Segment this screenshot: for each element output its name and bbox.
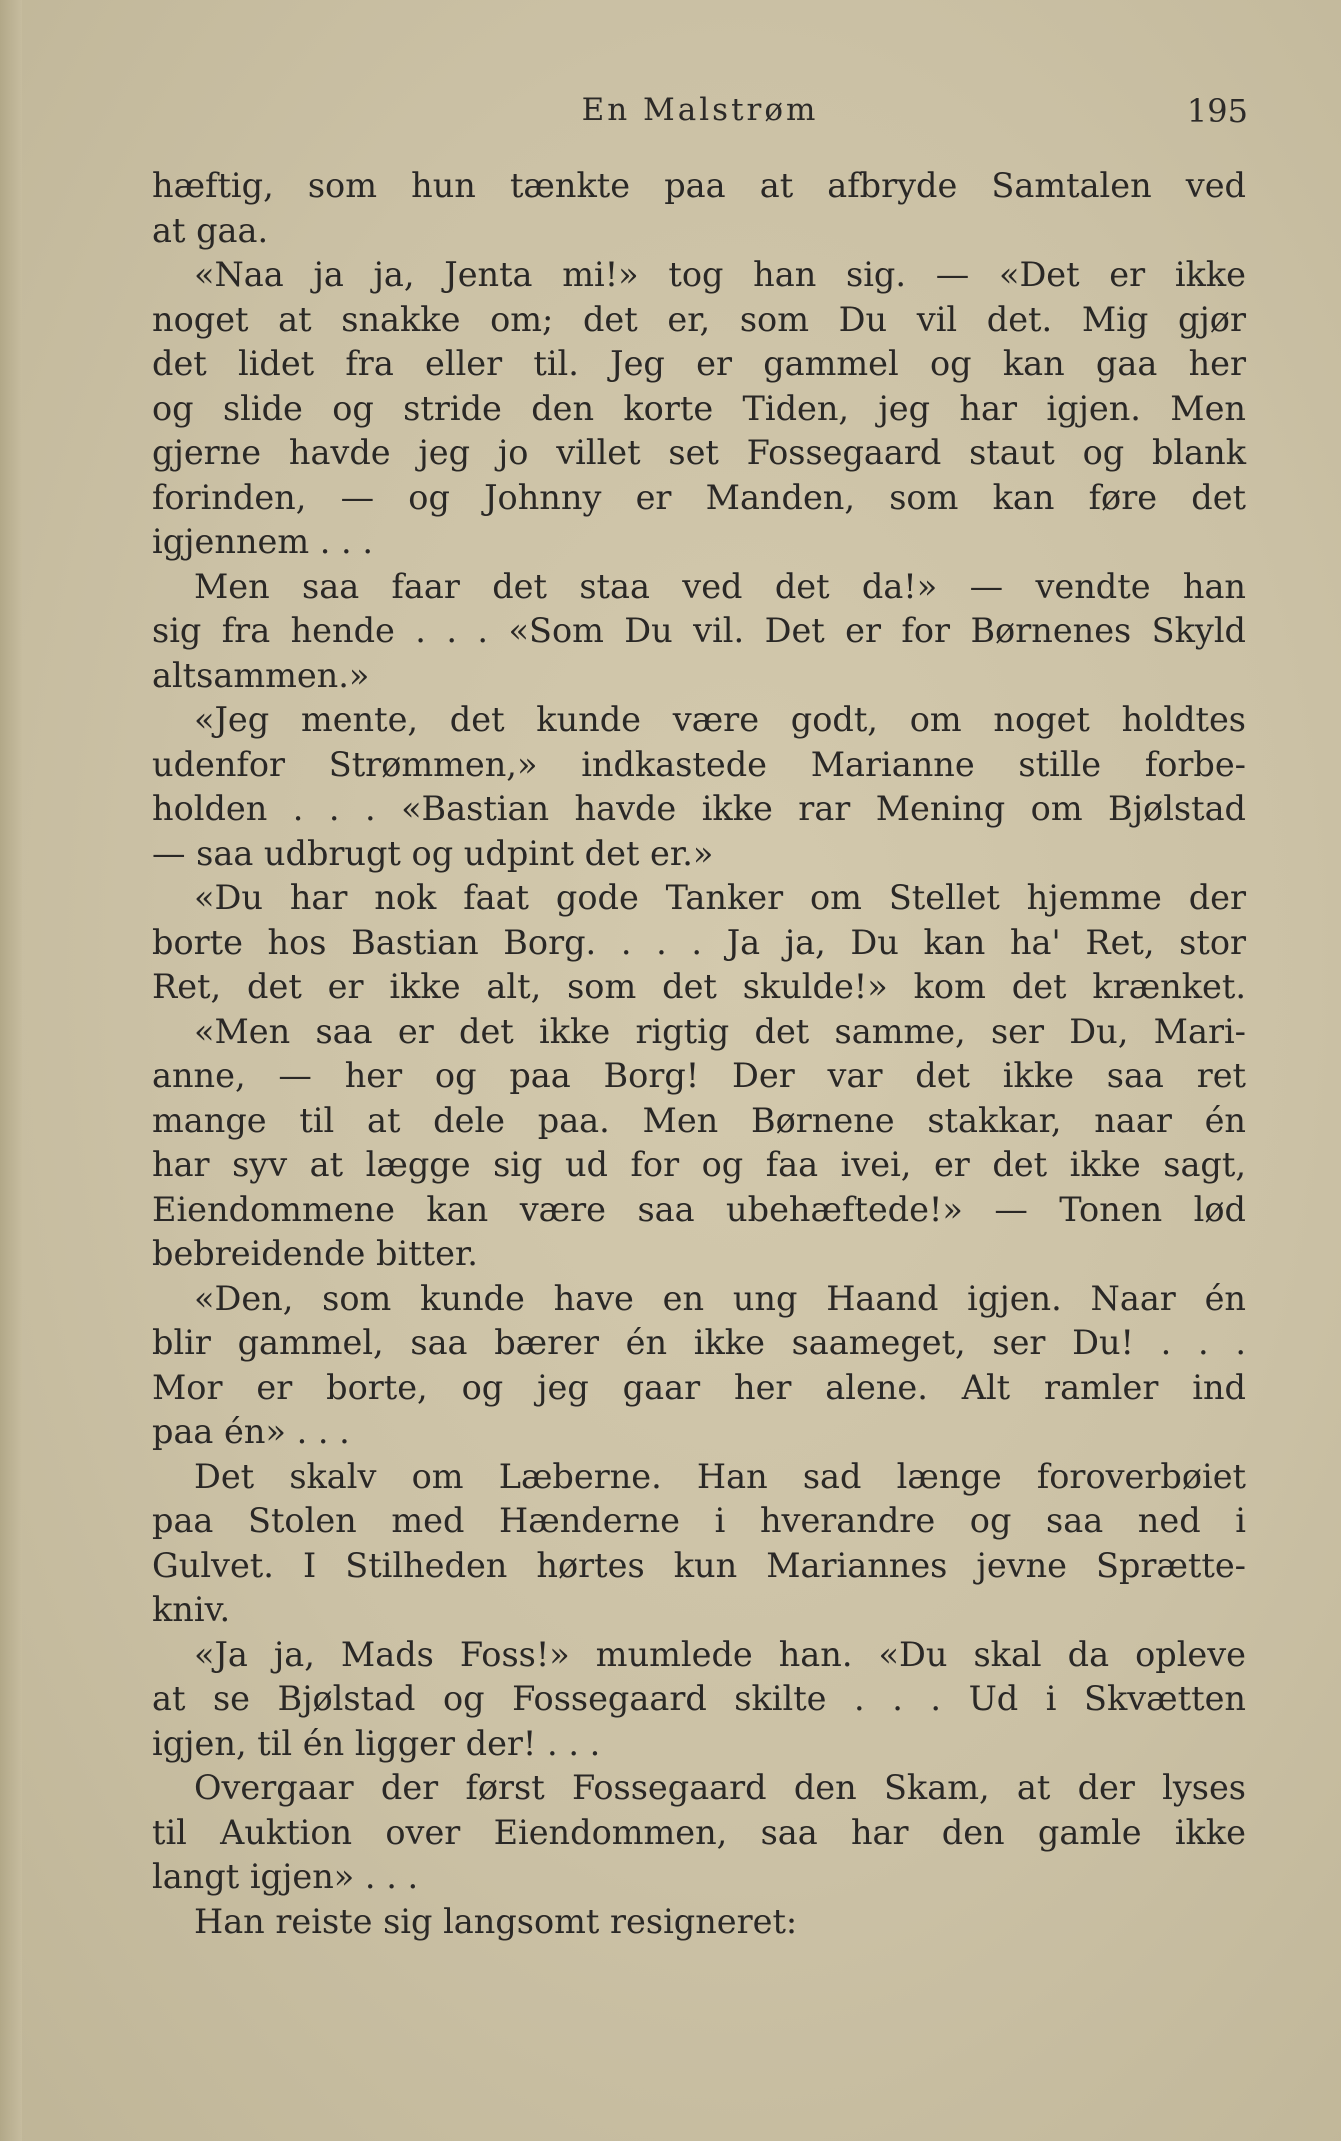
text-line: Eiendommene kan være saa ubehæftede!» — Tonen lød xyxy=(152,1189,1246,1229)
text-line: igjennem . . . xyxy=(152,522,374,561)
text-line: igjen, til én ligger der! . . . xyxy=(152,1723,601,1763)
text-line: paa Stolen med Hænderne i hverandre og saa ned i xyxy=(152,1501,1246,1540)
text-line: sig fra hende . . . «Som Du vil. Det er for Børnenes Skyld xyxy=(152,611,1246,650)
text-line: gjerne havde jeg jo villet set Fossegaard staut og blank xyxy=(152,433,1246,472)
text-line: «Den, som kunde have en ung Haand igjen. Naar én xyxy=(194,1278,1246,1318)
text-line: borte hos Bastian Borg. . . . Ja ja, Du kan ha' Ret, stor xyxy=(152,922,1246,962)
text-line: kniv. xyxy=(152,1590,231,1629)
text-line: «Men saa er det ikke rigtig det samme, ser Du, Mari- xyxy=(194,1011,1246,1051)
text-line: bebreidende bitter. xyxy=(152,1234,478,1273)
text-line: «Naa ja ja, Jenta mi!» tog han sig. — «Det er ikke xyxy=(194,255,1246,294)
text-line: paa én» . . . xyxy=(152,1412,350,1451)
text-line: Mor er borte, og jeg gaar her alene. Alt ramler ind xyxy=(152,1367,1246,1407)
text-line: forinden, — og Johnny er Manden, som kan føre det xyxy=(152,477,1246,517)
text-line: Overgaar der først Fossegaard den Skam, at der lyses xyxy=(194,1768,1246,1807)
text-line: Men saa faar det staa ved det da!» — vendte han xyxy=(194,566,1246,606)
text-line: — saa udbrugt og udpint det er.» xyxy=(152,833,714,873)
text-line: «Jeg mente, det kunde være godt, om noget holdtes xyxy=(194,700,1246,739)
text-line: at gaa. xyxy=(152,210,269,250)
text-line: har syv at lægge sig ud for og faa ivei, er det ikke sagt, xyxy=(152,1145,1246,1184)
text-line: noget at snakke om; det er, som Du vil det. Mig gjør xyxy=(152,299,1246,339)
text-line: at se Bjølstad og Fossegaard skilte . . . Ud i Skvætten xyxy=(152,1679,1246,1718)
text-line: Ret, det er ikke alt, som det skulde!» kom det krænket. xyxy=(152,967,1246,1006)
page-number: 195 xyxy=(1186,92,1248,130)
text-line: Han reiste sig langsomt resigneret: xyxy=(194,1901,798,1941)
running-title: En Malstrøm xyxy=(581,92,819,128)
text-line: og slide og stride den korte Tiden, jeg har igjen. Men xyxy=(152,388,1246,428)
page-gutter xyxy=(0,0,22,2141)
text-line: Gulvet. I Stilheden hørtes kun Mariannes jevne Sprætte- xyxy=(152,1545,1246,1585)
text-line: holden . . . «Bastian havde ikke rar Mening om Bjølstad xyxy=(152,789,1246,828)
text-line: hæftig, som hun tænkte paa at afbryde Samtalen ved xyxy=(152,166,1246,205)
text-line: det lidet fra eller til. Jeg er gammel og kan gaa her xyxy=(152,344,1246,383)
text-line: udenfor Strømmen,» indkastede Marianne stille forbe- xyxy=(152,744,1246,784)
text-line: altsammen.» xyxy=(152,655,370,695)
text-line: blir gammel, saa bærer én ikke saameget, ser Du! . . . xyxy=(152,1323,1246,1362)
text-line: «Du har nok faat gode Tanker om Stellet hjemme der xyxy=(194,878,1246,917)
running-header xyxy=(152,92,1248,144)
text-line: mange til at dele paa. Men Børnene stakkar, naar én xyxy=(152,1100,1246,1140)
text-line: Det skalv om Læberne. Han sad længe foroverbøiet xyxy=(194,1456,1246,1496)
text-line: «Ja ja, Mads Foss!» mumlede han. «Du skal da opleve xyxy=(194,1634,1246,1674)
text-line: anne, — her og paa Borg! Der var det ikke saa ret xyxy=(152,1056,1246,1095)
text-line: til Auktion over Eiendommen, saa har den gamle ikke xyxy=(152,1812,1246,1852)
body-text xyxy=(152,164,1246,1944)
text-line: langt igjen» . . . xyxy=(152,1857,419,1896)
